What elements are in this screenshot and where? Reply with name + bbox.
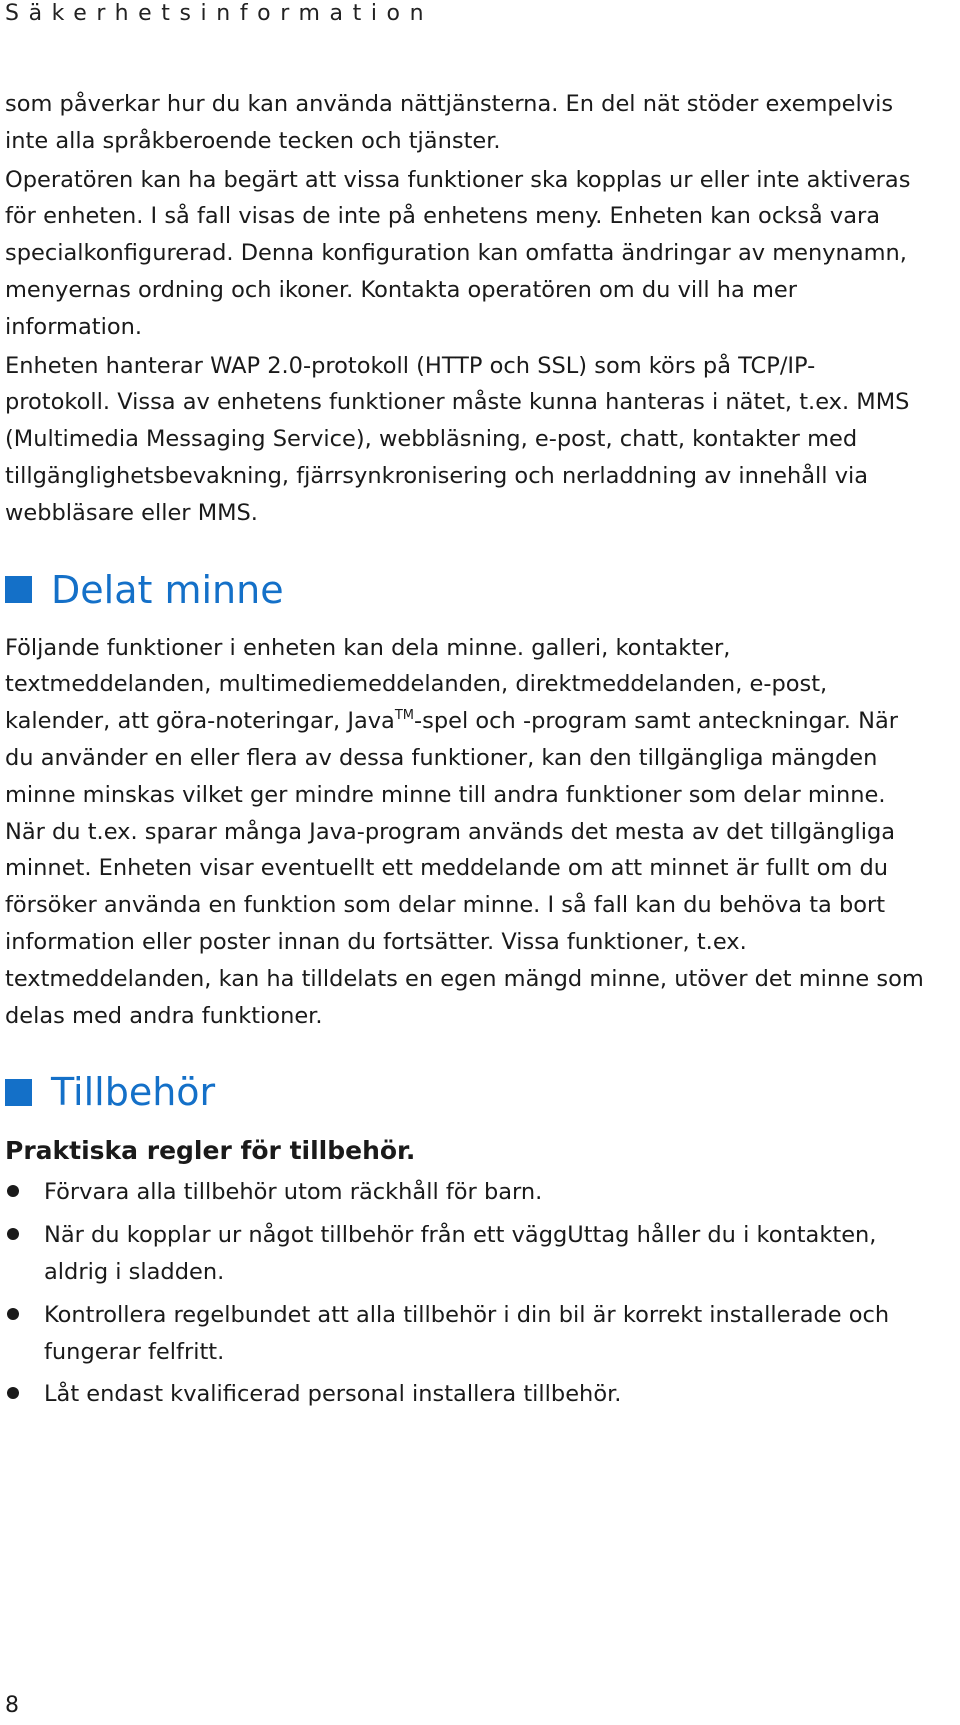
text-line: delas med andra funktioner.: [5, 1002, 323, 1029]
text-line: specialkonfigurerad. Denna konfiguration kan omfatta ändringar av menynamn,: [5, 240, 907, 267]
accessories-subheading: Praktiska regler för tillbehör.: [5, 1136, 416, 1166]
section-title: Delat minne: [51, 567, 284, 612]
section-heading-accessories: [5, 1062, 957, 1122]
text-fragment: kalender, att göra-noteringar, Java: [5, 708, 395, 735]
page-number: 8: [5, 1693, 19, 1718]
text-line: du använder en eller flera av dessa funktioner, kan den tillgängliga mängden: [5, 744, 878, 771]
bullet-list-item: [5, 1376, 957, 1413]
text-line: minne minskas vilket ger mindre minne till andra funktioner som delar minne.: [5, 781, 886, 808]
text-line: Enheten hanterar WAP 2.0-protokoll (HTTP och SSL) som körs på TCP/IP-: [5, 352, 816, 379]
running-header: Säkerhetsinformation: [5, 1, 434, 26]
text-line: textmeddelanden, kan ha tilldelats en egen mängd minne, utöver det minne som: [5, 965, 924, 992]
shared-memory-paragraph: [5, 630, 957, 1035]
text-line: som påverkar hur du kan använda nättjänsterna. En del nät stöder exempelvis: [5, 91, 894, 117]
bullet-list-item: [5, 1297, 957, 1371]
intro-paragraph-3: [5, 348, 957, 532]
section-square-icon: [5, 576, 32, 603]
text-fragment: -spel och -program samt anteckningar. När: [414, 708, 898, 735]
text-line: När du t.ex. sparar många Java-program används det mesta av det tillgängliga: [5, 818, 896, 845]
section-heading-shared-memory: [5, 560, 957, 620]
text-line: fungerar felfritt.: [44, 1338, 225, 1365]
bullet-icon: [7, 1387, 19, 1399]
text-line: Operatören kan ha begärt att vissa funktioner ska kopplas ur eller inte aktiveras: [5, 166, 911, 193]
text-line: minnet. Enheten visar eventuellt ett meddelande om att minnet är fullt om du: [5, 855, 888, 882]
text-line: protokoll. Vissa av enhetens funktioner måste kunna hanteras i nätet, t.ex. MMS: [5, 389, 910, 416]
text-line: information eller poster innan du fortsätter. Vissa funktioner, t.ex.: [5, 928, 747, 955]
text-line: tillgänglighetsbevakning, fjärrsynkronisering och nerladdning av innehåll via: [5, 462, 869, 489]
text-line: Kontrollera regelbundet att alla tillbehör i din bil är korrekt installerade och: [44, 1301, 890, 1328]
text-line: inte alla språkberoende tecken och tjänster.: [5, 127, 501, 154]
text-line: aldrig i sladden.: [44, 1258, 225, 1285]
text-line: Låt endast kvalificerad personal installera tillbehör.: [44, 1381, 622, 1408]
trademark-mark: TM: [394, 708, 415, 724]
text-line: (Multimedia Messaging Service), webbläsning, e-post, chatt, kontakter med: [5, 426, 858, 453]
intro-paragraph-1: [5, 86, 957, 160]
section-square-icon: [5, 1079, 32, 1106]
text-line: för enheten. I så fall visas de inte på enhetens meny. Enheten kan också vara: [5, 203, 881, 230]
accessories-bullet-list: [5, 1174, 957, 1413]
text-line: textmeddelanden, multimediemeddelanden, direktmeddelanden, e-post,: [5, 671, 828, 698]
text-line: information.: [5, 313, 143, 340]
text-line: webbläsare eller MMS.: [5, 499, 258, 526]
intro-paragraph-2: [5, 162, 957, 346]
bullet-icon: [7, 1228, 19, 1240]
text-line: Följande funktioner i enheten kan dela minne. galleri, kontakter,: [5, 634, 731, 661]
bullet-list-item: [5, 1217, 957, 1291]
page-content: [5, 86, 957, 1419]
text-line: menyernas ordning och ikoner. Kontakta operatören om du vill ha mer: [5, 276, 798, 303]
bullet-icon: [7, 1308, 19, 1320]
section-title: Tillbehör: [51, 1070, 216, 1115]
text-line: När du kopplar ur något tillbehör från ett väggUttag håller du i kontakten,: [44, 1222, 877, 1249]
bullet-icon: [7, 1185, 19, 1197]
text-line-with-trademark: [5, 703, 957, 740]
bullet-list-item: [5, 1174, 957, 1211]
text-line: försöker använda en funktion som delar minne. I så fall kan du behöva ta bort: [5, 892, 886, 919]
text-line: Förvara alla tillbehör utom räckhåll för barn.: [44, 1179, 543, 1206]
